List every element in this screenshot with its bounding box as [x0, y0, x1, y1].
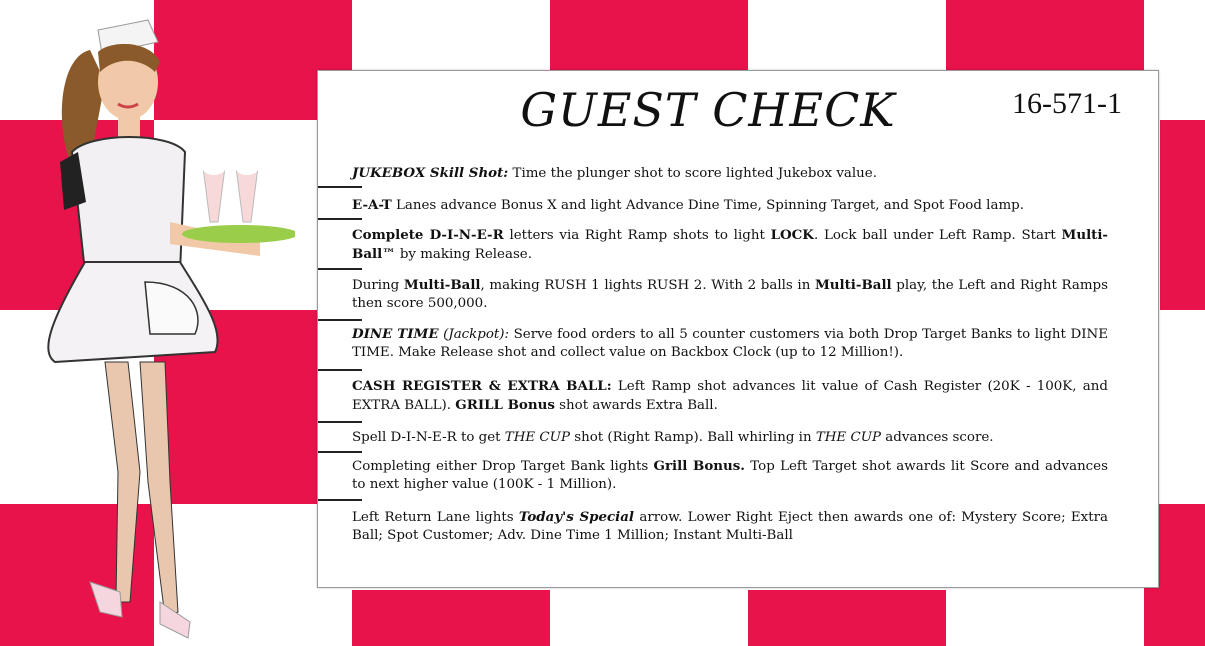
rule-keyword: Multi-Ball — [814, 277, 892, 293]
guest-check-card — [317, 70, 1159, 588]
rule-keyword: LOCK — [770, 227, 814, 243]
rule-heading: CASH REGISTER & EXTRA BALL: — [352, 378, 612, 394]
rule-text: letters via Right Ramp shots to light — [503, 228, 771, 243]
rule-heading: Complete D-I-N-E-R — [352, 227, 504, 243]
divider — [318, 319, 362, 321]
rule-keyword: THE CUP — [815, 430, 882, 445]
checker-square — [550, 0, 748, 70]
divider — [318, 268, 362, 270]
checker-square — [946, 0, 1144, 70]
rule-text: , making RUSH 1 lights RUSH 2. With 2 balls in — [480, 278, 815, 293]
rule-text: During — [352, 278, 404, 293]
rule-keyword: Multi-Ball™ — [352, 227, 1108, 262]
rule-keyword: THE CUP — [504, 430, 570, 445]
rule-jukebox — [352, 164, 1108, 183]
rule-text: Left Return Lane lights — [352, 510, 519, 525]
rule-keyword: Grill Bonus. — [653, 458, 745, 474]
checker-square — [748, 590, 946, 646]
rule-text: Serve food orders to all 5 counter customers via both Drop Target Banks to light DINE TIME. Make Release shot and collect value on Backbox Clock (up to 12 Million!). — [352, 327, 1108, 360]
rule-eat — [352, 196, 1108, 215]
rule-heading: E-A-T — [352, 197, 392, 213]
rule-dine-time — [352, 325, 1108, 362]
rule-multiball — [352, 276, 1108, 313]
divider — [318, 421, 362, 423]
divider — [318, 451, 362, 453]
divider — [318, 369, 362, 371]
rule-keyword: Multi-Ball — [403, 277, 481, 293]
waitress-illustration — [20, 12, 295, 646]
rule-heading: DINE TIME — [352, 326, 439, 342]
divider — [318, 218, 362, 220]
divider — [318, 499, 362, 501]
rule-text: Time the plunger shot to score lighted Jukebox value. — [508, 166, 877, 181]
rule-text: shot (Right Ramp). Ball whirling in — [569, 430, 816, 445]
rule-text: Left Ramp shot advances lit value of Cash Register (20K - 100K, and EXTRA BALL). — [352, 379, 1108, 413]
rule-text: . Lock ball under Left Ramp. Start — [813, 228, 1062, 243]
rule-keyword: GRILL Bonus — [455, 397, 555, 413]
rule-subheading: (Jackpot): — [438, 327, 510, 342]
rule-text: shot awards Extra Ball. — [554, 398, 718, 413]
rule-todays-special — [352, 508, 1108, 545]
card-code: 16-571-1 — [1012, 87, 1122, 120]
rule-text: by making Release. — [395, 247, 532, 262]
checker-square — [1160, 120, 1205, 310]
rule-text: Completing either Drop Target Bank lights — [352, 459, 654, 474]
rule-text: Lanes advance Bonus X and light Advance Dine Time, Spinning Target, and Spot Food lamp. — [391, 198, 1024, 213]
card-title: GUEST CHECK — [520, 83, 896, 137]
rule-text: Spell D-I-N-E-R to get — [352, 430, 505, 445]
rule-heading: JUKEBOX Skill Shot: — [352, 165, 509, 181]
rule-diner — [352, 226, 1108, 264]
divider — [318, 186, 362, 188]
rule-text: arrow. Lower Right Eject then awards one of: Mystery Score; Extra Ball; Spot Customer; Adv. Dine Time 1 Million; Instant Multi-Ball — [352, 510, 1109, 543]
rule-text: play, the Left and Right Ramps then score 500,000. — [352, 278, 1108, 311]
rule-cash-register — [352, 377, 1108, 415]
rule-text: Top Left Target shot awards lit Score and advances to next higher value (100K - 1 Million). — [352, 459, 1108, 492]
rule-grill-bonus — [352, 457, 1108, 494]
checker-square — [352, 590, 550, 646]
rule-the-cup — [352, 429, 1108, 447]
rule-text: advances score. — [881, 430, 994, 445]
rule-keyword: Today's Special — [518, 509, 635, 525]
